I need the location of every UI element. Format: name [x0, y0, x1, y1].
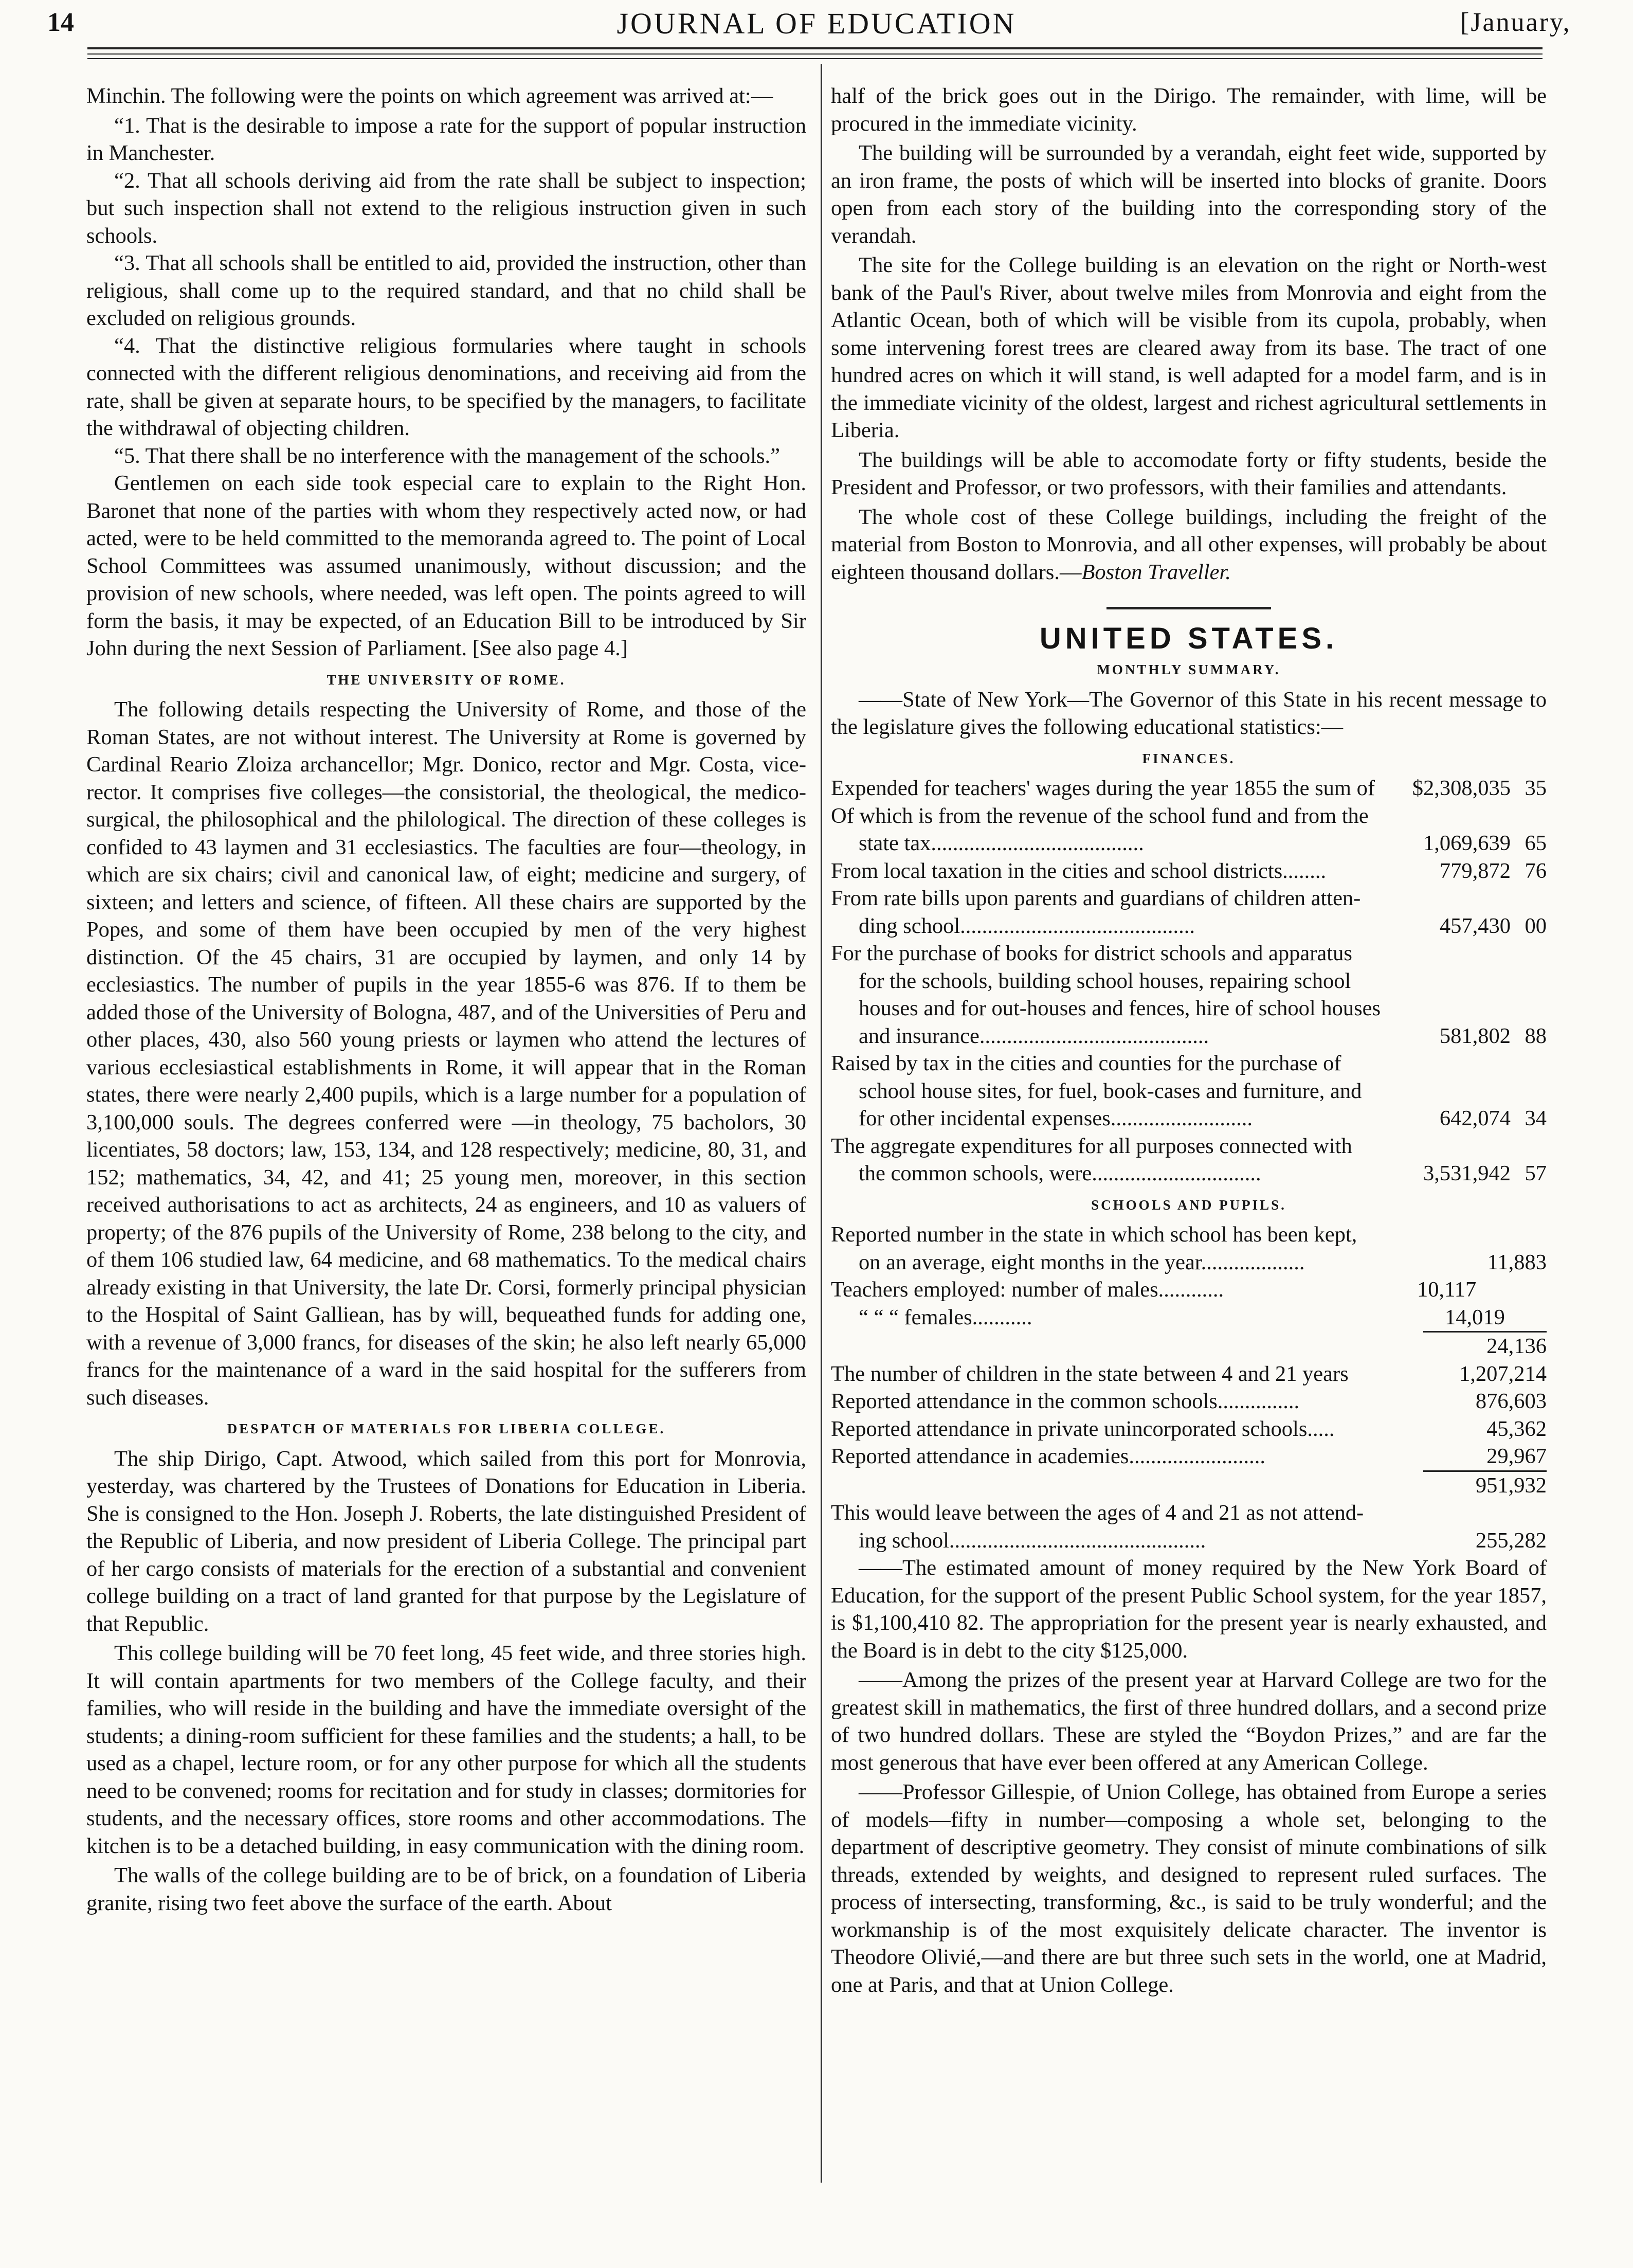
table-row: and insurance.......................................... 581,802 88 [859, 1023, 1547, 1048]
column-divider [821, 64, 822, 2183]
left-column [86, 82, 806, 1919]
table-row: The aggregate expenditures for all purposes connected with [831, 1133, 1352, 1158]
table-row: for the schools, building school houses, repairing school [859, 968, 1351, 993]
table-row: state tax....................................... 1,069,639 65 [859, 831, 1547, 855]
table-row: Raised by tax in the cities and counties for the purchase of [831, 1051, 1341, 1075]
table-row: Reported attendance in the common schools............... 876,603 [831, 1389, 1547, 1413]
right-column [831, 82, 1547, 2001]
table-row: The number of children in the state between 4 and 21 years 1,207,214 [831, 1361, 1547, 1386]
ornament-divider [831, 593, 1547, 621]
paragraph: The walls of the college building are to be of brick, on a foundation of Liberia granite, rising two feet above the surface of the earth. About [86, 1863, 806, 1915]
table-row: For the purchase of books for district schools and apparatus [831, 941, 1352, 965]
section-heading: THE UNIVERSITY OF ROME. [326, 672, 566, 688]
agreement-item: “4. That the distinctive religious formularies where taught in schools connected with the different religious denominations, and receiving aid from the rate, shall be given at separate hours, to be specified by the managers, to facilitate the withdrawal of objecting children. [86, 333, 806, 440]
section-heading: SCHOOLS AND PUPILS. [1091, 1197, 1286, 1213]
header-rule [87, 47, 1543, 49]
table-row: for other incidental expenses.......................... 642,074 34 [859, 1106, 1547, 1130]
table-row: Of which is from the revenue of the school fund and from the [831, 803, 1369, 828]
section-title: UNITED STATES. [1039, 621, 1338, 655]
table-row: 24,136 [831, 1331, 1547, 1360]
finances-table [831, 775, 1547, 1187]
paragraph: The site for the College building is an elevation on the right or North-west bank of the Paul's River, about twelve miles from Monrovia and eight from the Atlantic Ocean, both of which will be visible from its cupola, probably, when some intervening forest trees are cleared away from its base. The tract of one hundred acres on which it will stand, is well adapted for a model farm, and is in the immediate vicinity of the oldest, largest and richest agricultural settlements in Liberia. [831, 253, 1547, 442]
page-number: 14 [47, 8, 74, 37]
paragraph: half of the brick goes out in the Dirigo. The remainder, with lime, will be procured in the immediate vicinity. [831, 84, 1547, 136]
table-row: From local taxation in the cities and school districts........ 779,872 76 [831, 858, 1547, 883]
table-row: “ “ “ females........... 14,019 [859, 1305, 1505, 1329]
paragraph: The ship Dirigo, Capt. Atwood, which sailed from this port for Monrovia, yesterday, was chartered by the Trustees of Donations for Education in Liberia. She is consigned to the Hon. Joseph J. Roberts, the late distinguished President of the Republic of Liberia, and now president of Liberia College. The principal part of her cargo consists of materials for the erection of a substantial and convenient college building on a tract of land granted for that purpose by the Legislature of that Republic. [86, 1446, 806, 1636]
table-row: Reported attendance in academies......................... 29,967 [831, 1444, 1547, 1468]
paragraph: Minchin. The following were the points on which agreement was arrived at:— [86, 84, 773, 108]
agreement-item: “2. That all schools deriving aid from the rate shall be subject to inspection; but such inspection shall not extend to the religious instruction given in such schools. [86, 168, 806, 248]
paragraph: ——The estimated amount of money required by the New York Board of Education, for the support of the present Public School system, for the year 1857, is $1,100,410 82. The appropriation for the present year is nearly exhausted, and the Board is in debt to the city $125,000. [831, 1556, 1547, 1663]
issue-month: [January, [1460, 8, 1571, 37]
paragraph: The whole cost of these College buildings, including the freight of the material from Boston to Monrovia, and all other expenses, will probably be about eighteen thousand dollars.—Boston Traveller. [831, 505, 1547, 584]
source-credit: Boston Traveller. [1081, 560, 1231, 584]
table-row: 951,932 [831, 1470, 1547, 1500]
agreement-item: “5. That there shall be no interference with the management of the schools.” [114, 443, 780, 468]
agreement-item: “3. That all schools shall be entitled to aid, provided the instruction, other than religious, shall come up to the required standard, and that no child shall be excluded on religious grounds. [86, 251, 806, 330]
paragraph: This college building will be 70 feet long, 45 feet wide, and three stories high. It will contain apartments for two members of the College faculty, and their families, who will reside in the building and have the immediate oversight of the students; a dining-room sufficient for these families and the students; a hall, to be used as a chapel, lecture room, or for any other purpose for which all the students need to be convened; rooms for recitation and for study in classes; dormitories for students, and the necessary offices, store rooms and other accommodations. The kitchen is to be a detached building, in easy communication with the dining room. [86, 1641, 806, 1858]
section-heading: FINANCES. [1142, 750, 1236, 766]
table-row: Reported number in the state in which school has been kept, [831, 1222, 1357, 1247]
paragraph: ——State of New York—The Governor of this State in his recent message to the legislature gives the following educational statistics:— [831, 687, 1547, 739]
paragraph: The buildings will be able to accomodate forty or fifty students, beside the President and Professor, or two professors, with their families and attendants. [831, 447, 1547, 499]
header-rule [87, 53, 1543, 55]
paragraph: The building will be surrounded by a verandah, eight feet wide, supported by an iron frame, the posts of which will be inserted into blocks of granite. Doors open from each story of the building into the corresponding story of the verandah. [831, 141, 1547, 248]
table-row: houses and for out-houses and fences, hire of school houses [859, 996, 1381, 1020]
header-rule [87, 58, 1543, 59]
paragraph: Gentlemen on each side took especial care to explain to the Right Hon. Baronet that none of the parties with whom they respectively acted now, or had acted, were to be held committed to the memoranda agreed to. The point of Local School Committees was assumed unanimously, without discussion; and the provision of new schools, where needed, was left open. The points agreed to will form the basis, it may be expected, of an Education Bill to be introduced by Sir John during the next Session of Parliament. [See also page 4.] [86, 471, 806, 660]
section-heading: MONTHLY SUMMARY. [1097, 662, 1281, 677]
section-heading: DESPATCH OF MATERIALS FOR LIBERIA COLLEGE. [227, 1421, 666, 1436]
schools-table [831, 1221, 1547, 1554]
table-row: This would leave between the ages of 4 and 21 as not attend- [831, 1501, 1364, 1525]
page-header [0, 0, 1633, 90]
table-row: on an average, eight months in the year................... 11,883 [859, 1250, 1547, 1274]
table-row: Reported attendance in private unincorporated schools..... 45,362 [831, 1416, 1547, 1441]
table-row: Teachers employed: number of males............ 10,117 [831, 1277, 1477, 1302]
paragraph: ——Professor Gillespie, of Union College, has obtained from Europe a series of models—fifty in number—composing a whole set, belonging to the department of descriptive geometry. They consist of minute combinations of silk threads, extended by weights, and designed to represent ruled surfaces. The process of intersecting, transforming, &c., is said to be truly wonderful; and the workmanship is of the most exquisitely delicate character. The inventor is Theodore Olivié,—and there are but three such sets in the world, one at Madrid, one at Paris, and that at Union College. [831, 1780, 1547, 1997]
table-row: Expended for teachers' wages during the year 1855 the sum of $2,308,035 35 [831, 776, 1547, 800]
table-row: ing school............................................... 255,282 [859, 1528, 1547, 1553]
paragraph: ——Among the prizes of the present year at Harvard College are two for the greatest skill in mathematics, the first of three hundred dollars, and a second prize of two hundred dollars. These are styled the “Boydon Prizes,” and are far the most generous that have ever been offered at any American College. [831, 1668, 1547, 1775]
table-row: school house sites, for fuel, book-cases and furniture, and [859, 1078, 1362, 1103]
table-row: ding school........................................... 457,430 00 [859, 913, 1547, 938]
table-row: the common schools, were............................... 3,531,942 57 [859, 1161, 1547, 1185]
paragraph: The following details respecting the University of Rome, and those of the Roman States, are not without interest. The University at Rome is governed by Cardinal Reario Zloiza archancellor; Mgr. Donico, rector and Mgr. Costa, vice-rector. It comprises five colleges—the consistorial, the theological, the medico-surgical, the philosophical and the philological. The direction of these colleges is confided to 43 laymen and 31 ecclesiastics. The faculties are four—theology, in which are six chairs; civil and canonical law, of eight; medicine and surgery, of sixteen; and letters and science, of fifteen. All these chairs are supported by the Popes, and some of them have been occupied by men of the very highest distinction. Of the 45 chairs, 31 are occupied by laymen, and only 14 by ecclesiastics. The number of pupils in the year 1855-6 was 876. If to them be added those of the University of Bologna, 487, and of the Universities of Peru and other places, 430, also 560 young priests or laymen who attend the lectures of various ecclesiastical establishments in Rome, it will appear that in the Roman states, there were nearly 2,400 pupils, which is a large number for a population of 3,100,000 souls. The degrees conferred were —in theology, 75 bacholors, 30 licentiates, 58 doctors; law, 153, 134, and 128 respectively; medicine, 80, 31, and 152; mathematics, 34, 42, and 41; 25 young men, moreover, in this section received authorisations to act as architects, 24 as engineers, and 10 as valuers of property; of the 876 pupils of the University of Rome, 238 belong to the city, and of them 106 studied law, 64 medicine, and 68 mathematics. To the medical chairs already existing in that University, the late Dr. Corsi, formerly principal physician to the Hospital of Saint Galliean, has by will, bequeathed funds for adding one, with a revenue of 3,000 francs, for diseases of the skin; he also left nearly 65,000 francs for the maintenance of a ward in the said hospital for the sufferers from such diseases. [86, 697, 806, 1410]
agreement-item: “1. That is the desirable to impose a rate for the support of popular instruction in Manchester. [86, 113, 806, 165]
journal-title: JOURNAL OF EDUCATION [616, 7, 1017, 40]
table-row: From rate bills upon parents and guardians of children atten- [831, 886, 1361, 910]
